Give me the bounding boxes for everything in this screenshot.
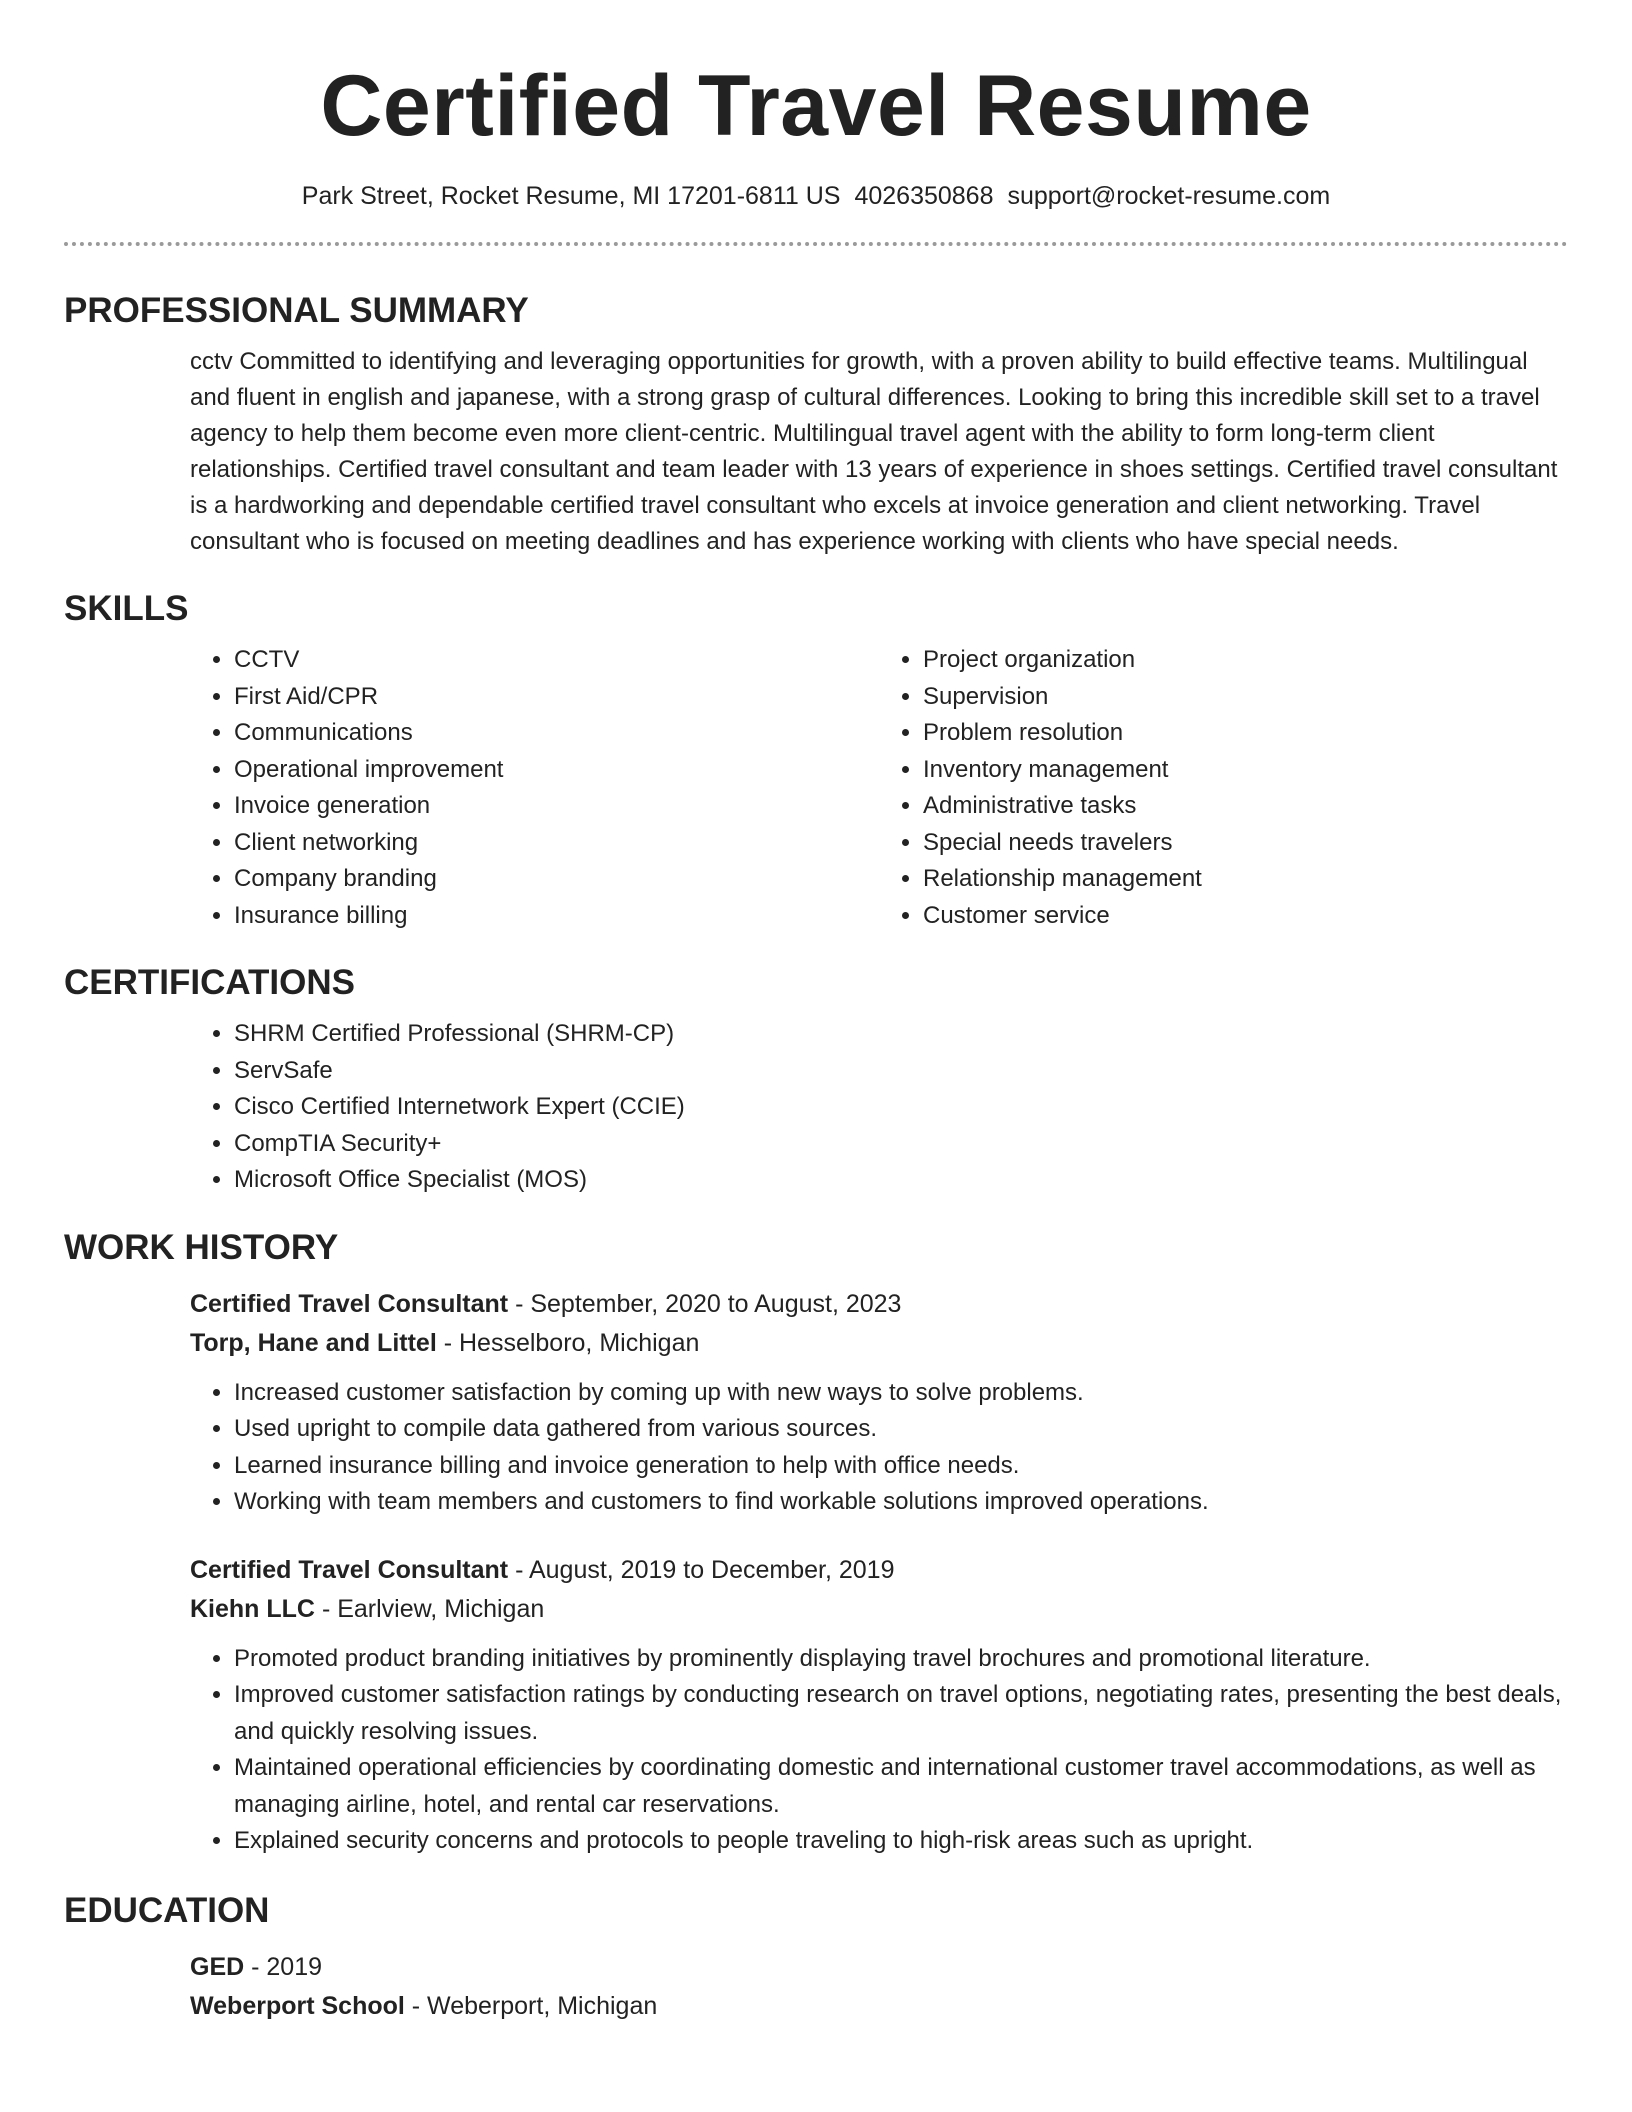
contact-phone: 4026350868 — [854, 182, 994, 210]
job-company-line — [190, 1590, 1568, 1629]
skill-item: • Project organization — [923, 642, 1568, 679]
skills-section — [190, 642, 1568, 934]
education-heading: EDUCATION — [64, 1890, 270, 1930]
education-school: Weberport School — [190, 1991, 405, 2020]
contact-address: Park Street, Rocket Resume, MI 17201-6811 US — [301, 182, 841, 210]
certifications-list — [190, 1016, 1568, 1199]
skill-item: • Administrative tasks — [923, 788, 1568, 825]
skills-heading: SKILLS — [64, 589, 189, 628]
skill-item: • Invoice generation — [234, 788, 879, 825]
resume-page — [64, 0, 1568, 2026]
job-duty: • Used upright to compile data gathered from various sources. — [234, 1411, 1568, 1448]
resume-name: Certified Travel Resume — [320, 58, 1312, 154]
education-location: - Weberport, Michigan — [404, 1991, 658, 2020]
skill-item: • Inventory management — [923, 752, 1568, 789]
job-role: Certified Travel Consultant — [190, 1555, 509, 1584]
job-company: Torp, Hane and Littel — [190, 1328, 437, 1357]
job-role: Certified Travel Consultant — [190, 1289, 509, 1318]
skill-item: • Customer service — [923, 898, 1568, 935]
skill-item: • Supervision — [923, 679, 1568, 716]
certification-item: • Cisco Certified Internetwork Expert (CCIE) — [234, 1089, 1568, 1126]
skill-item: • Problem resolution — [923, 715, 1568, 752]
certification-item: • Microsoft Office Specialist (MOS) — [234, 1162, 1568, 1199]
skill-item: • Special needs travelers — [923, 825, 1568, 862]
work-heading: WORK HISTORY — [64, 1227, 339, 1267]
summary-section — [190, 344, 1568, 560]
job-duty: • Maintained operational efficiencies by coordinating domestic and international customer travel accommodations, as well as managing airline, hotel, and rental car reservations. — [234, 1750, 1568, 1823]
contact-line — [64, 180, 1568, 212]
certifications-heading: CERTIFICATIONS — [64, 963, 356, 1002]
job-location: - Hesselboro, Michigan — [436, 1328, 700, 1357]
job-duty: • Explained security concerns and protocols to people traveling to high-risk areas such as upright. — [234, 1823, 1568, 1860]
skill-item: • Communications — [234, 715, 879, 752]
job-duty: • Improved customer satisfaction ratings by conducting research on travel options, negotiating rates, presenting the best deals, and quickly resolving issues. — [234, 1677, 1568, 1750]
job-dates: - September, 2020 to August, 2023 — [508, 1289, 902, 1318]
education-school-line — [190, 1987, 1568, 2026]
skill-item: • CCTV — [234, 642, 879, 679]
job-entry — [190, 1285, 1568, 1521]
skill-item: • Client networking — [234, 825, 879, 862]
skill-item: • First Aid/CPR — [234, 679, 879, 716]
education-year: - 2019 — [244, 1952, 323, 1981]
skills-list-left — [190, 642, 879, 934]
skills-list-right — [879, 642, 1568, 934]
contact-email: support@rocket-resume.com — [1007, 182, 1331, 210]
job-duty: • Learned insurance billing and invoice generation to help with office needs. — [234, 1448, 1568, 1485]
job-duty: • Promoted product branding initiatives by prominently displaying travel brochures and promotional literature. — [234, 1641, 1568, 1678]
certification-item: • CompTIA Security+ — [234, 1126, 1568, 1163]
job-dates: - August, 2019 to December, 2019 — [508, 1555, 895, 1584]
header-divider — [64, 242, 1568, 246]
summary-heading: PROFESSIONAL SUMMARY — [64, 291, 529, 330]
job-duty: • Working with team members and customers to find workable solutions improved operations. — [234, 1484, 1568, 1521]
job-title-line — [190, 1285, 1568, 1324]
skill-item: • Company branding — [234, 861, 879, 898]
skill-item: • Insurance billing — [234, 898, 879, 935]
job-title-line — [190, 1551, 1568, 1590]
job-duty: • Increased customer satisfaction by coming up with new ways to solve problems. — [234, 1375, 1568, 1412]
summary-text: cctv Committed to identifying and leveraging opportunities for growth, with a proven ability to build effective teams. Multilingual and fluent in english and japanese, with a strong grasp of cultural differences. Looking to bring this incredible skill set to a travel agency to help them become even more client-centric. Multilingual travel agent with the ability to form long-term client relationships. Certified travel consultant and team leader with 13 years of experience in shoes settings. Certified travel consultant is a hardworking and dependable certified travel consultant who excels at invoice generation and client networking. Travel consultant who is focused on meeting deadlines and has experience working with clients who have special needs. — [190, 348, 1558, 555]
skill-item: • Relationship management — [923, 861, 1568, 898]
education-section — [190, 1948, 1568, 2026]
education-degree: GED — [190, 1952, 245, 1981]
skill-item: • Operational improvement — [234, 752, 879, 789]
education-degree-line — [190, 1948, 1568, 1987]
job-company: Kiehn LLC — [190, 1594, 315, 1623]
job-duties — [190, 1375, 1568, 1521]
job-duties — [190, 1641, 1568, 1860]
certification-item: • SHRM Certified Professional (SHRM-CP) — [234, 1016, 1568, 1053]
work-section — [190, 1285, 1568, 1860]
certifications-section — [190, 1016, 1568, 1199]
job-location: - Earlview, Michigan — [315, 1594, 545, 1623]
job-entry — [190, 1551, 1568, 1860]
certification-item: • ServSafe — [234, 1053, 1568, 1090]
job-company-line — [190, 1324, 1568, 1363]
